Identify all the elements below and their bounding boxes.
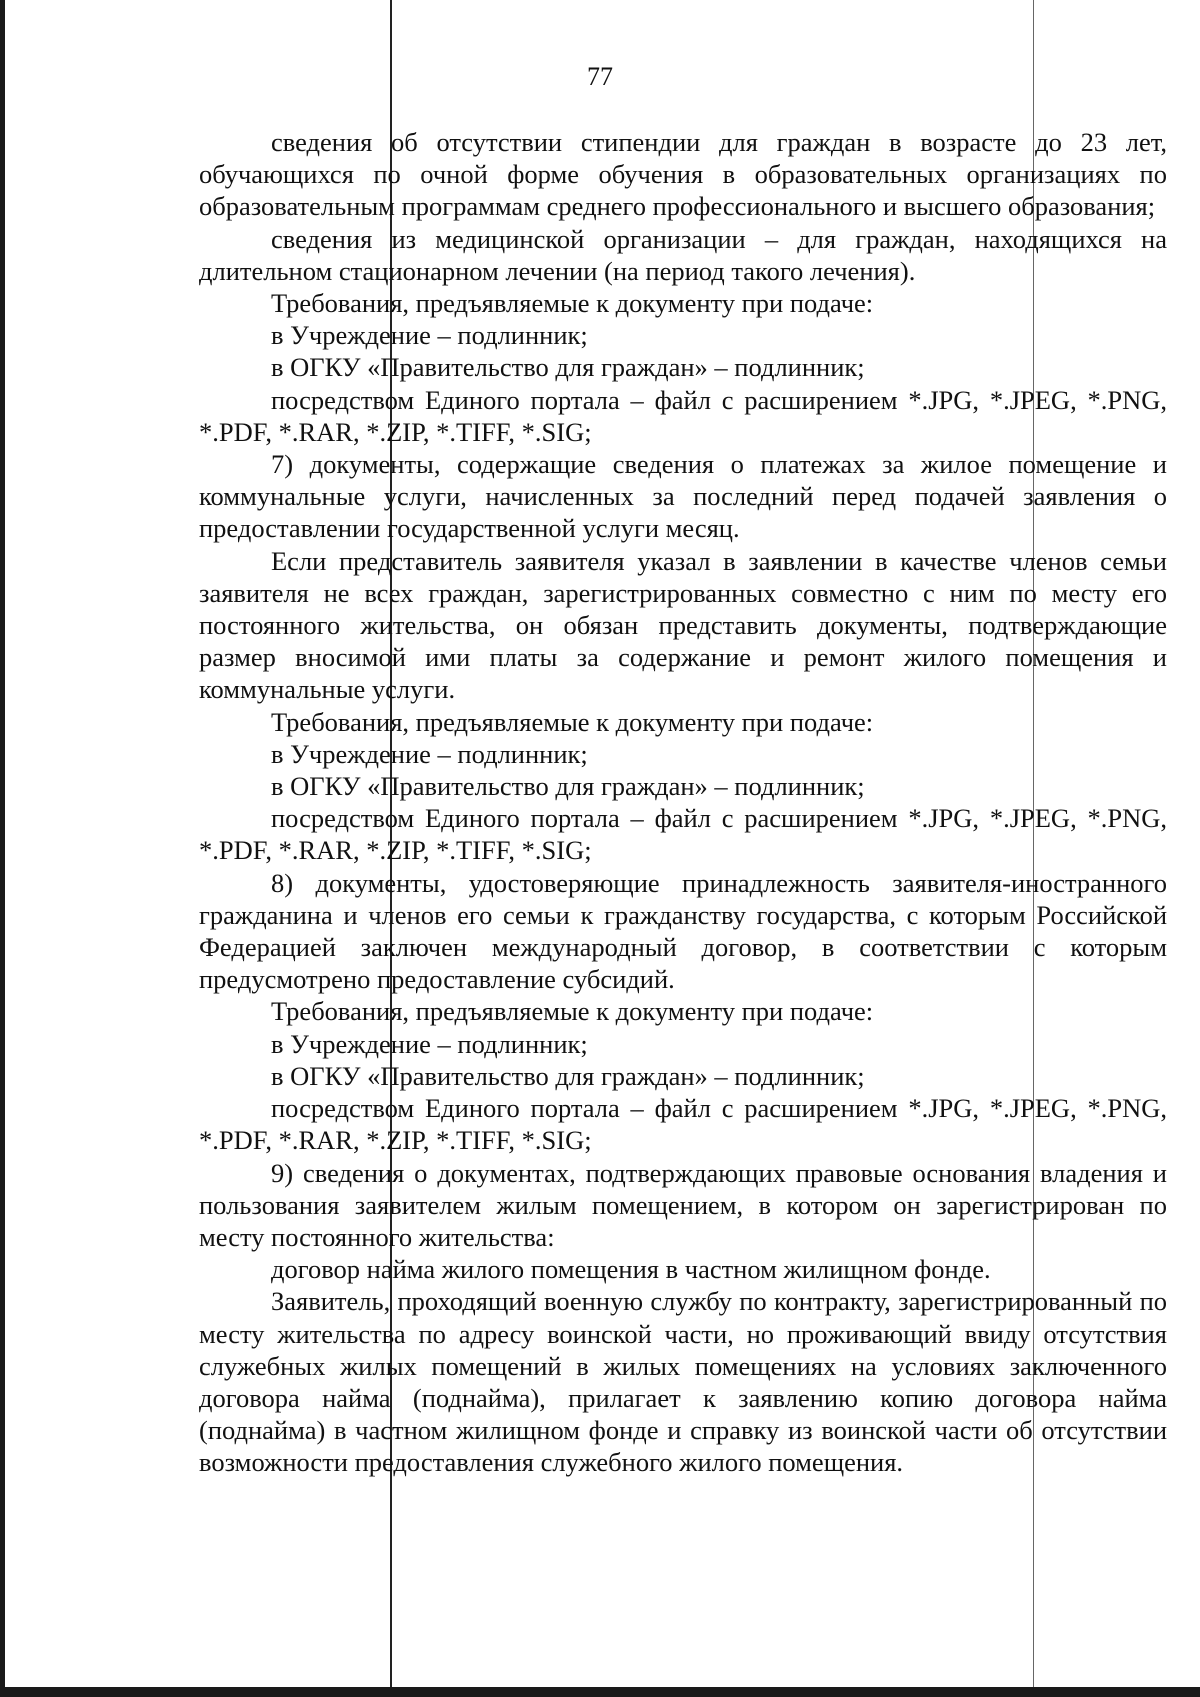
paragraph: в Учреждение – подлинник; (271, 320, 588, 351)
page-number: 77 (587, 62, 613, 91)
paragraph: договор найма жилого помещения в частном жилищном фонде. (271, 1254, 991, 1285)
document-body (199, 126, 1167, 1479)
paragraph: сведения об отсутствии стипендии для граждан в возрасте до 23 лет, обучающихся по очной форме обучения в образовательных организациях по образовательным программам среднего профессионального и высшего образования; (199, 127, 1167, 222)
scan-left-edge (0, 0, 5, 1697)
paragraph: посредством Единого портала – файл с расширением *.JPG, *.JPEG, *.PNG, *.PDF, *.RAR, *.ZIP, *.TIFF, *.SIG; (199, 803, 1167, 866)
paragraph: в ОГКУ «Правительство для граждан» – подлинник; (271, 1060, 865, 1091)
paragraph: посредством Единого портала – файл с расширением *.JPG, *.JPEG, *.PNG, *.PDF, *.RAR, *.ZIP, *.TIFF, *.SIG; (199, 384, 1167, 447)
paragraph: 9) сведения о документах, подтверждающих правовые основания владения и пользования заявителем жилым помещением, в котором он зарегистрирован по месту постоянного жительства: (199, 1157, 1167, 1252)
paragraph: Требования, предъявляемые к документу при подаче: (271, 288, 874, 319)
paragraph: 7) документы, содержащие сведения о платежах за жилое помещение и коммунальные услуги, начисленных за последний перед подачей заявления о предоставлении государственной услуги месяц. (199, 449, 1167, 544)
paragraph: в ОГКУ «Правительство для граждан» – подлинник; (271, 771, 865, 802)
paragraph: Если представитель заявителя указал в заявлении в качестве членов семьи заявителя не всех граждан, зарегистрированных совместно с ним по месту его постоянного жительства, он обязан представить документы, подтверждающие размер вносимой ими платы за содержание и ремонт жилого помещения и коммунальные услуги. (199, 545, 1167, 705)
paragraph: посредством Единого портала – файл с расширением *.JPG, *.JPEG, *.PNG, *.PDF, *.RAR, *.ZIP, *.TIFF, *.SIG; (199, 1093, 1167, 1156)
paragraph: в Учреждение – подлинник; (271, 1028, 588, 1059)
scan-bottom-edge (0, 1687, 1200, 1697)
paragraph: 8) документы, удостоверяющие принадлежность заявителя-иностранного гражданина и членов его семьи к гражданству государства, с которым Российской Федерацией заключен международный договор, в соответствии с которым предусмотрено предоставление субсидий. (199, 867, 1167, 995)
paragraph: Заявитель, проходящий военную службу по контракту, зарегистрированный по месту жительства по адресу воинской части, но проживающий ввиду отсутствия служебных жилых помещений в жилых помещениях на условиях заключенного договора найма (поднайма), прилагает к заявлению копию договора найма (поднайма) в частном жилищном фонде и справку из воинской части об отсутствии возможности предоставления служебного жилого помещения. (199, 1286, 1167, 1478)
paragraph: Требования, предъявляемые к документу при подаче: (271, 996, 874, 1027)
paragraph: сведения из медицинской организации – для граждан, находящихся на длительном стационарном лечении (на период такого лечения). (199, 223, 1167, 286)
paragraph: Требования, предъявляемые к документу при подаче: (271, 706, 874, 737)
paragraph: в ОГКУ «Правительство для граждан» – подлинник; (271, 352, 865, 383)
paragraph: в Учреждение – подлинник; (271, 738, 588, 769)
